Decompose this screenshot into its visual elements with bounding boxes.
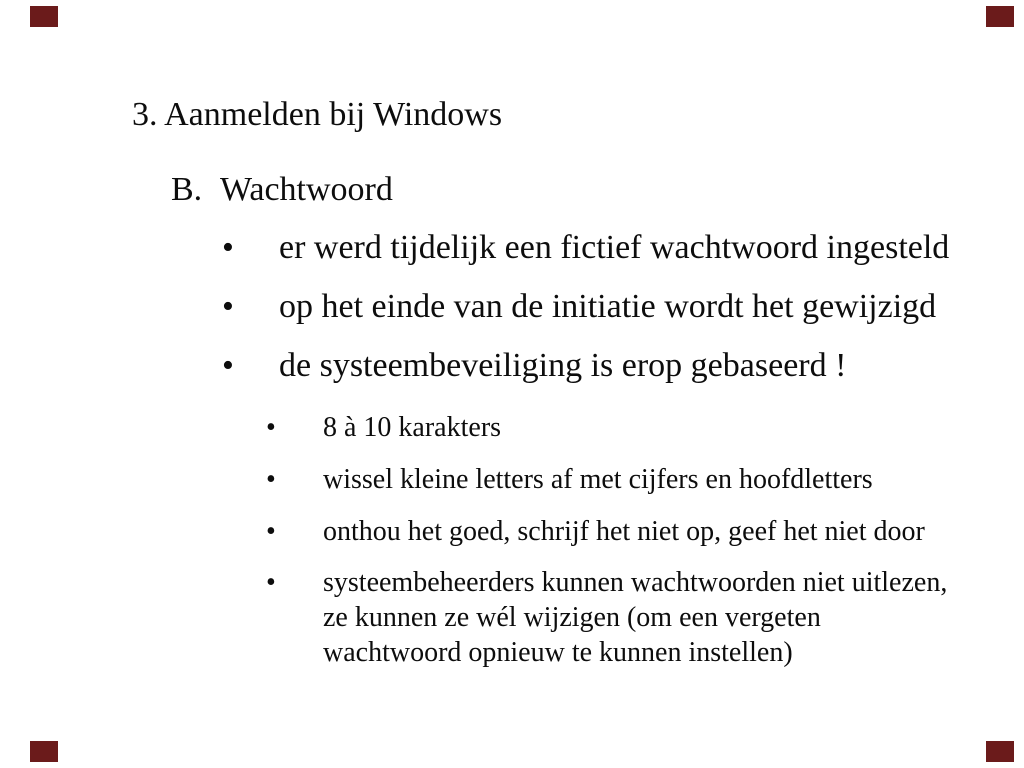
sub-bullet-text: onthou het goed, schrijf het niet op, geef het niet door bbox=[323, 516, 925, 547]
bullet-text: de systeembeveiliging is erop gebaseerd ! bbox=[279, 347, 847, 384]
section-letter: B. bbox=[171, 171, 203, 208]
corner-mark-top-right bbox=[986, 6, 1014, 27]
section-title: Wachtwoord bbox=[220, 171, 393, 208]
corner-mark-top-left bbox=[30, 6, 58, 27]
corner-mark-bottom-right bbox=[986, 741, 1014, 762]
sub-bullet-text: wissel kleine letters af met cijfers en hoofdletters bbox=[323, 464, 873, 495]
sub-bullet-text-line: wachtwoord opnieuw te kunnen instellen) bbox=[323, 637, 793, 668]
bullet-icon: • bbox=[266, 464, 276, 495]
sub-bullet-text-multiline bbox=[323, 565, 947, 670]
sub-bullet-text-line: systeembeheerders kunnen wachtwoorden niet uitlezen, bbox=[323, 567, 948, 598]
section-heading bbox=[171, 173, 393, 207]
sub-bullet-text-line: ze kunnen ze wél wijzigen (om een vergeten bbox=[323, 602, 821, 633]
bullet-icon: • bbox=[266, 412, 276, 443]
bullet-text: er werd tijdelijk een fictief wachtwoord ingesteld bbox=[279, 229, 950, 266]
sub-bullet-text: 8 à 10 karakters bbox=[323, 412, 502, 443]
bullet-icon: • bbox=[266, 567, 276, 598]
bullet-icon: • bbox=[222, 347, 234, 384]
bullet-icon: • bbox=[222, 288, 234, 325]
bullet-icon: • bbox=[222, 229, 234, 266]
bullet-text: op het einde van de initiatie wordt het gewijzigd bbox=[279, 288, 937, 325]
corner-mark-bottom-left bbox=[30, 741, 58, 762]
bullet-icon: • bbox=[266, 516, 276, 547]
slide-title: 3. Aanmelden bij Windows bbox=[132, 96, 503, 133]
